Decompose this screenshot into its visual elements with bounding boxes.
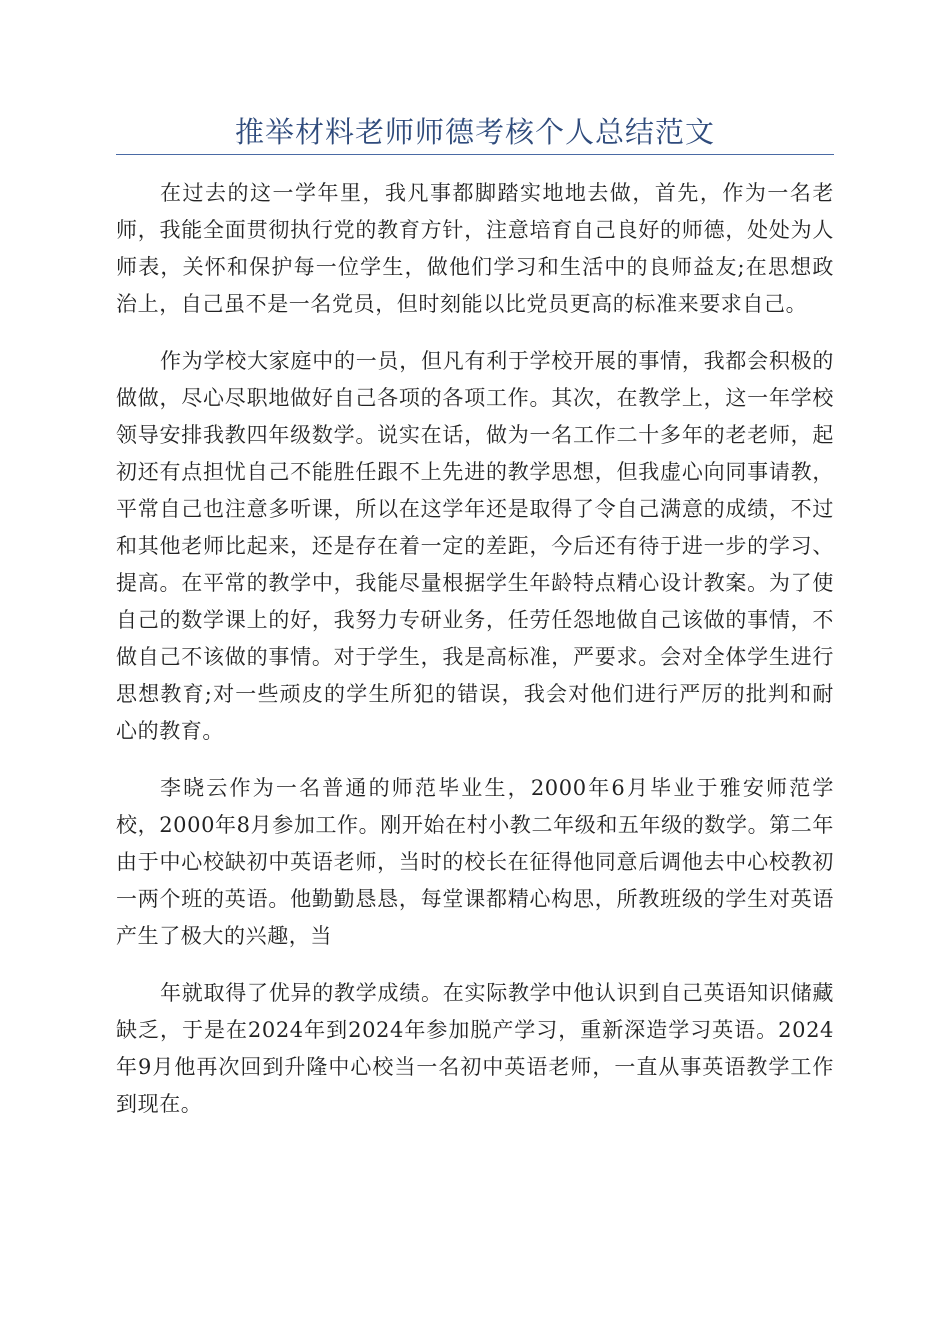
paragraph-1: 在过去的这一学年里，我凡事都脚踏实地地去做，首先，作为一名老师，我能全面贯彻执行党的教育方针，注意培育自己良好的师德，处处为人师表，关怀和保护每一位学生，做他们学习和生活中的良师益友;在思想政治上，自己虽不是一名党员，但时刻能以比党员更高的标准来要求自己。 bbox=[116, 181, 834, 316]
document-body bbox=[116, 175, 834, 1143]
paragraph-3: 李晓云作为一名普通的师范毕业生，2000年6月毕业于雅安师范学校，2000年8月参加工作。刚开始在村小教二年级和五年级的数学。第二年由于中心校缺初中英语老师，当时的校长在征得他同意后调他去中心校教初一两个班的英语。他勤勤恳恳，每堂课都精心构思，所教班级的学生对英语产生了极大的兴趣，当 bbox=[116, 776, 834, 948]
paragraph-2: 作为学校大家庭中的一员，但凡有利于学校开展的事情，我都会积极的做做，尽心尽职地做好自己各项的各项工作。其次，在教学上，这一年学校领导安排我教四年级数学。说实在话，做为一名工作二十多年的老老师，起初还有点担忧自己不能胜任跟不上先进的教学思想，但我虚心向同事请教，平常自己也注意多听课，所以在这学年还是取得了令自己满意的成绩，不过和其他老师比起来，还是存在着一定的差距，今后还有待于进一步的学习、提高。在平常的教学中，我能尽量根据学生年龄特点精心设计教案。为了使自己的数学课上的好，我努力专研业务，任劳任怨地做自己该做的事情，不做自己不该做的事情。对于学生，我是高标准，严要求。会对全体学生进行思想教育;对一些顽皮的学生所犯的错误，我会对他们进行严厉的批判和耐心的教育。 bbox=[116, 349, 834, 743]
title-underline bbox=[116, 154, 834, 155]
document-title: 推举材料老师师德考核个人总结范文 bbox=[234, 115, 715, 149]
paragraph-4: 年就取得了优异的教学成绩。在实际教学中他认识到自己英语知识储藏缺乏，于是在2024年到2024年参加脱产学习，重新深造学习英语。2024年9月他再次回到升隆中心校当一名初中英语老师，一直从事英语教学工作到现在。 bbox=[116, 981, 834, 1116]
